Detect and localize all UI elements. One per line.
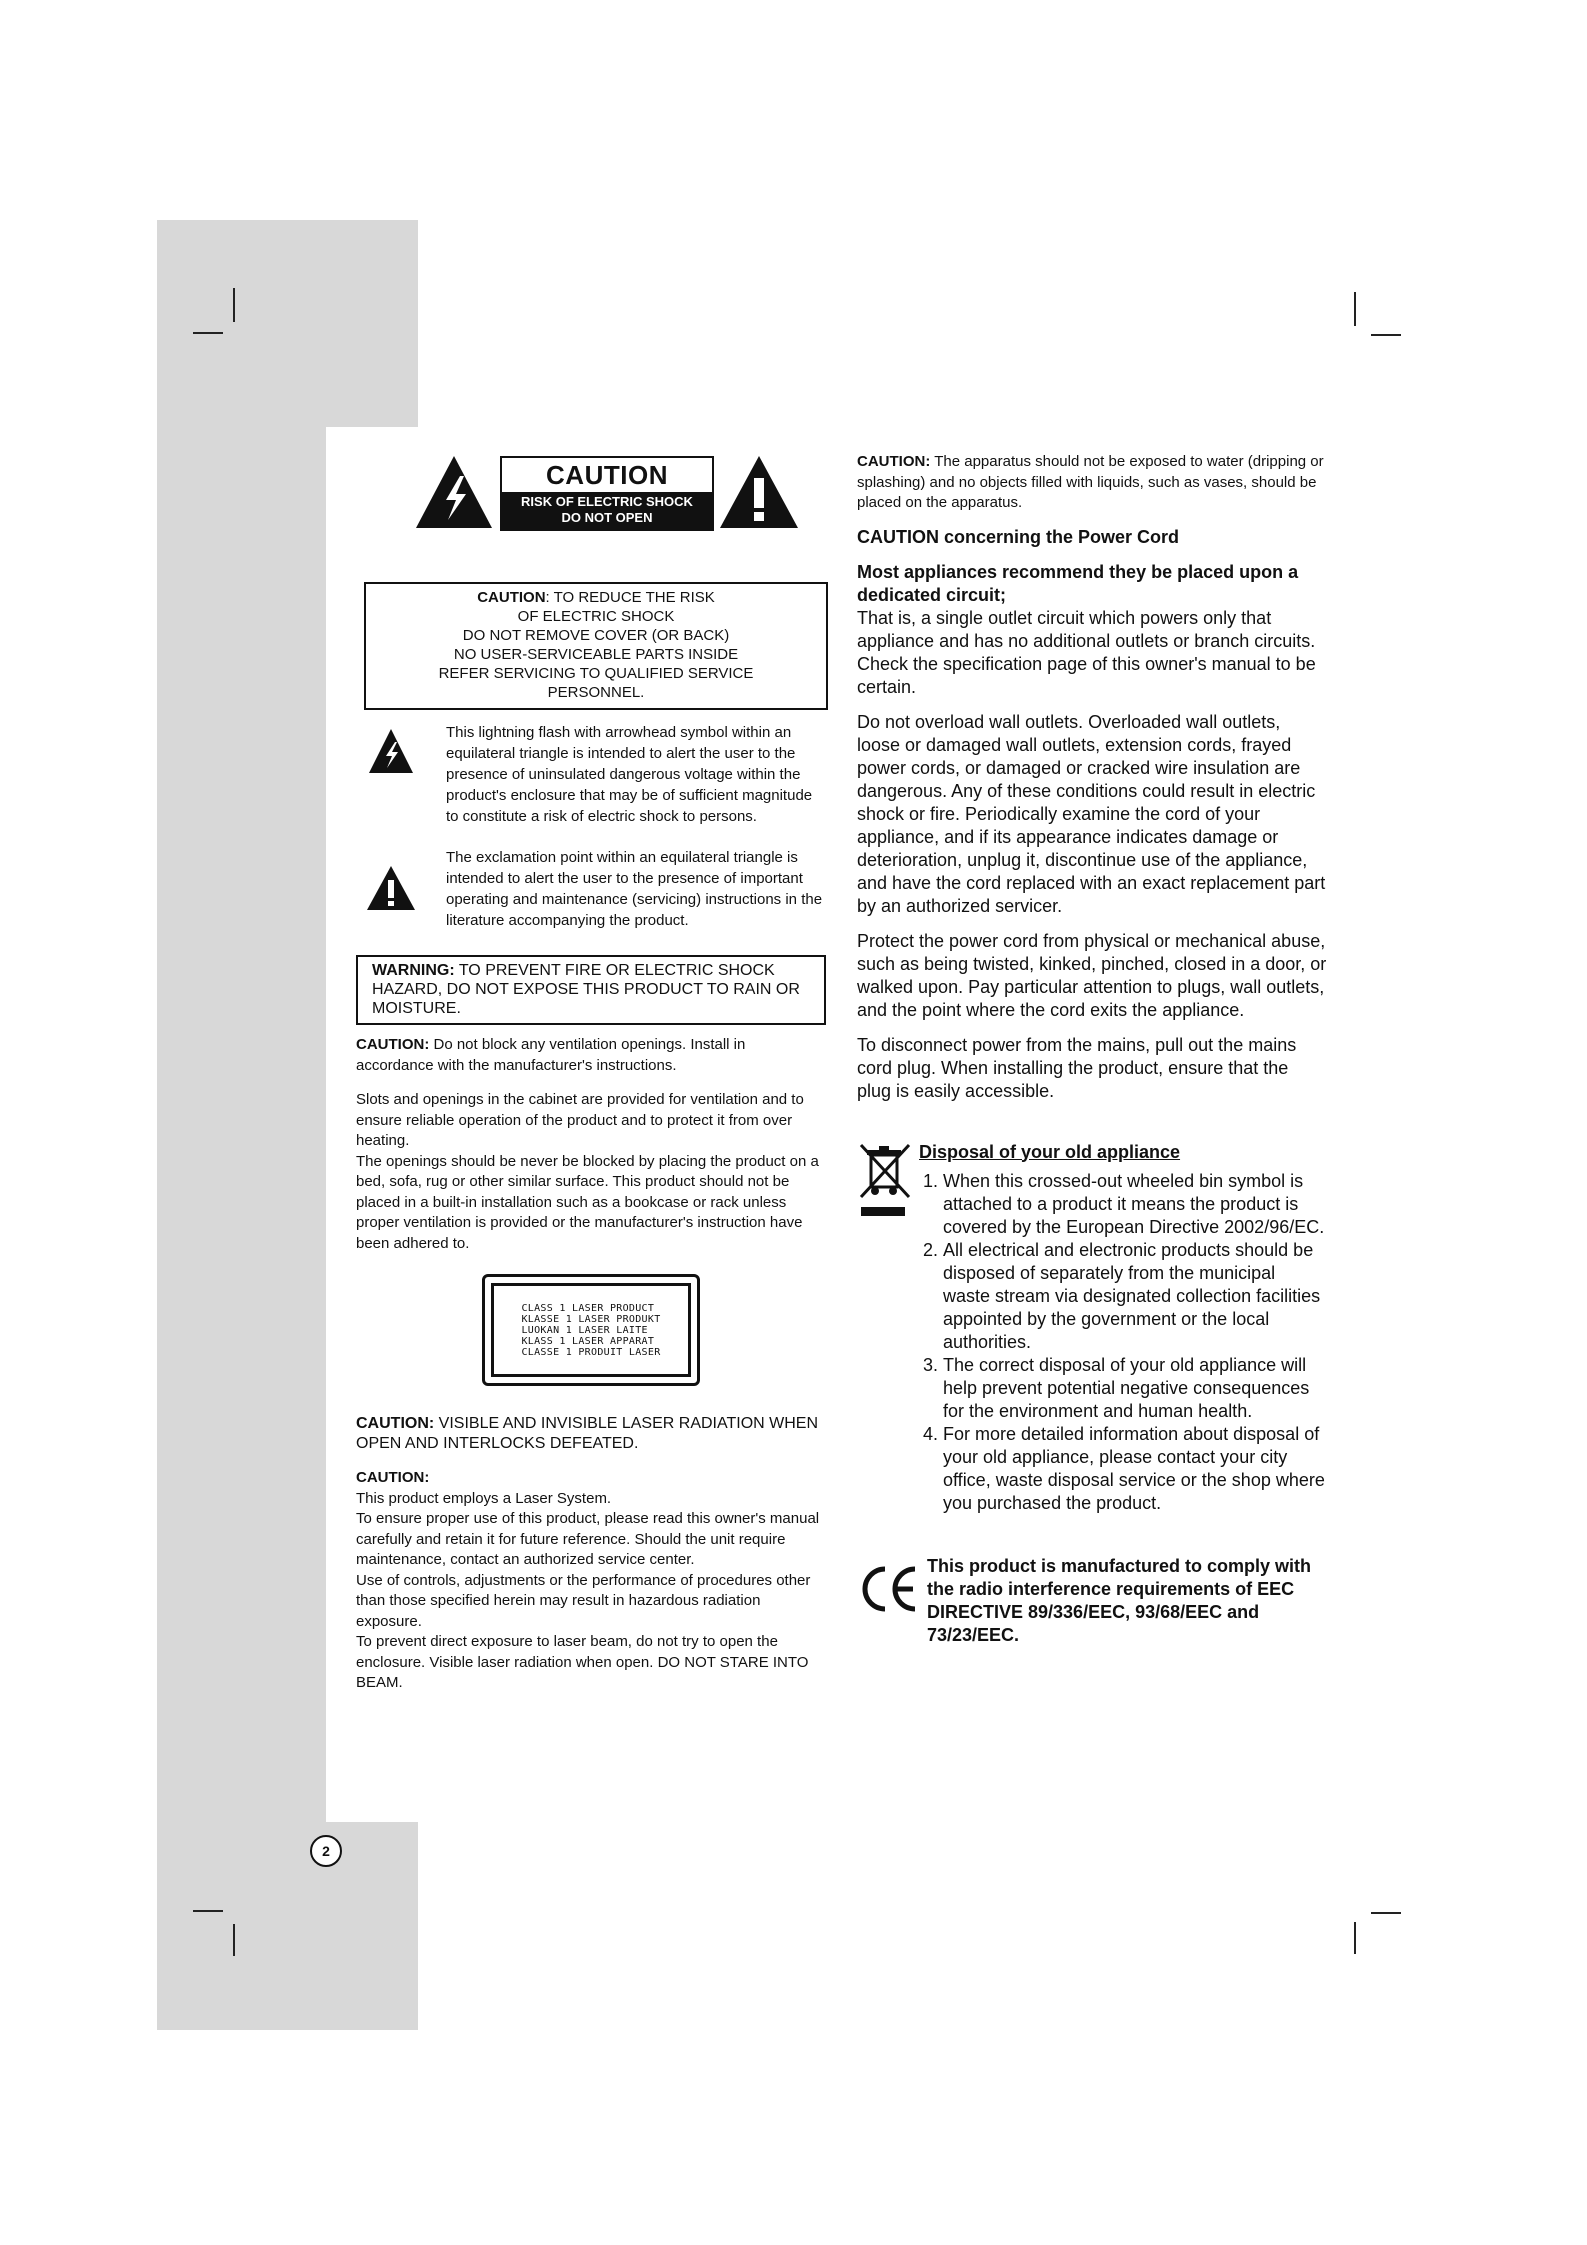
shock-line: PERSONNEL. bbox=[547, 684, 645, 701]
disposal-list-item: 1. When this crossed-out wheeled bin symbol is attached to a product it means the product is covered by the European Directive 2002/96/EC. bbox=[943, 1170, 1327, 1239]
crop-mark bbox=[1354, 292, 1356, 326]
crop-mark bbox=[1354, 1922, 1356, 1954]
laser-system-paragraph: This product employs a Laser System. bbox=[356, 1489, 612, 1507]
crossed-bin-icon bbox=[857, 1141, 913, 1221]
disposal-title: Disposal of your old appliance bbox=[919, 1141, 1181, 1162]
lightning-symbol-explanation bbox=[356, 722, 826, 827]
exclamation-triangle-icon bbox=[366, 865, 416, 911]
warning-lead: WARNING: bbox=[372, 962, 455, 979]
crop-mark bbox=[1371, 1912, 1401, 1914]
shock-line: OF ELECTRIC SHOCK bbox=[517, 608, 675, 625]
laser-product-label bbox=[482, 1274, 700, 1386]
ce-mark-icon bbox=[857, 1563, 921, 1615]
caution-lead: CAUTION: bbox=[857, 453, 931, 470]
protect-cord-paragraph: Protect the power cord from physical or mechanical abuse, such as being twisted, kinked, pinched, closed in a door, or walked upon. Pay particular attention to plugs, wall outlets, and the point where the cord exits the appliance. bbox=[857, 930, 1327, 1020]
laser-label-line: CLASS 1 LASER PRODUCT bbox=[521, 1302, 655, 1314]
caution-sub-line: DO NOT OPEN bbox=[561, 510, 653, 525]
ventilation-caution bbox=[356, 1035, 826, 1076]
shock-line: : TO REDUCE THE RISK bbox=[545, 589, 715, 606]
crop-mark bbox=[1371, 334, 1401, 336]
warning-text: TO PREVENT FIRE OR ELECTRIC SHOCK HAZARD, DO NOT EXPOSE THIS PRODUCT TO RAIN OR MOISTURE. bbox=[372, 962, 800, 1017]
shock-line: NO USER-SERVICEABLE PARTS INSIDE bbox=[453, 646, 739, 663]
lightning-triangle-icon bbox=[368, 728, 414, 774]
slots-paragraph: Slots and openings in the cabinet are provided for ventilation and to ensure reliable operation of the product and to protect it from over heating. bbox=[356, 1091, 804, 1149]
caution-lead: CAUTION: bbox=[356, 1469, 430, 1486]
ce-compliance-text: This product is manufactured to comply with the radio interference requirements of EEC DIRECTIVE 89/336/EEC, 93/68/EEC and 73/23/EEC. bbox=[927, 1555, 1312, 1645]
exclamation-description: The exclamation point within an equilateral triangle is intended to alert the user to the presence of important operating and maintenance (servicing) instructions in the literature accompanying the product. bbox=[446, 849, 823, 929]
right-column bbox=[857, 452, 1327, 1647]
laser-label-line: KLASSE 1 LASER PRODUKT bbox=[521, 1313, 661, 1325]
lightning-description: This lightning flash with arrowhead symbol within an equilateral triangle is intended to alert the user to the presence of uninsulated dangerous voltage within the product's enclosure that may be of sufficient magnitude to constitute a risk of electric shock to persons. bbox=[446, 724, 813, 825]
lightning-warning-icon bbox=[414, 454, 494, 530]
openings-paragraph: The openings should be never be blocked by placing the product on a bed, sofa, rug or other similar surface. This product should not be placed in a built-in installation such as a bookcase or rack unless proper ventilation is provided or the manufacturer's instruction have been adhered to. bbox=[356, 1152, 819, 1252]
disposal-section bbox=[857, 1141, 1327, 1515]
left-column bbox=[356, 448, 826, 1694]
ventilation-text: Do not block any ventilation openings. Install in accordance with the manufacturer's instructions. bbox=[356, 1036, 746, 1074]
dedicated-circuit-text: That is, a single outlet circuit which powers only that appliance and has no additional outlets or branch circuits. Check the specification page of this owner's manual to be certain. bbox=[857, 607, 1316, 697]
laser-system-caution bbox=[356, 1468, 826, 1694]
shock-caution-box bbox=[364, 582, 828, 710]
caution-subtitle bbox=[502, 492, 712, 529]
crop-mark bbox=[193, 1910, 223, 1912]
disposal-list-item: 4. For more detailed information about disposal of your old appliance, please contact your city office, waste disposal service or the shop where you purchased the product. bbox=[943, 1423, 1327, 1515]
dedicated-circuit-heading: Most appliances recommend they be placed upon a dedicated circuit; bbox=[857, 561, 1299, 605]
water-text: The apparatus should not be exposed to water (dripping or splashing) and no objects filled with liquids, such as vases, should be placed on the apparatus. bbox=[857, 453, 1324, 511]
caution-sub-line: RISK OF ELECTRIC SHOCK bbox=[521, 494, 693, 509]
caution-header bbox=[414, 448, 826, 544]
laser-radiation-caution bbox=[356, 1414, 826, 1454]
ce-compliance bbox=[857, 1555, 1327, 1647]
laser-system-paragraph: To ensure proper use of this product, please read this owner's manual carefully and retain it for future reference. Should the unit require maintenance, contact an authorized service center. bbox=[356, 1510, 820, 1568]
shock-line: REFER SERVICING TO QUALIFIED SERVICE bbox=[438, 665, 754, 682]
crop-mark bbox=[233, 288, 235, 322]
laser-system-paragraph: Use of controls, adjustments or the performance of procedures other than those specified herein may result in hazardous radiation exposure. bbox=[356, 1571, 811, 1630]
laser-system-paragraph: To prevent direct exposure to laser beam, do not try to open the enclosure. Visible laser radiation when open. DO NOT STARE INTO BEAM. bbox=[356, 1633, 809, 1691]
laser-label-line: CLASSE 1 PRODUIT LASER bbox=[521, 1346, 661, 1358]
crop-mark bbox=[233, 1924, 235, 1956]
caution-lead: CAUTION: bbox=[356, 1415, 435, 1432]
shock-line: DO NOT REMOVE COVER (OR BACK) bbox=[462, 627, 730, 644]
overload-paragraph: Do not overload wall outlets. Overloaded wall outlets, loose or damaged wall outlets, extension cords, frayed power cords, or damaged or cracked wire insulation are dangerous. Any of these conditions could result in electric shock or fire. Periodically examine the cord of your appliance, and if its appearance indicates damage or deterioration, unplug it, discontinue use of the appliance, and have the cord replaced with an exact replacement part by an authorized servicer. bbox=[857, 711, 1326, 916]
caution-title: CAUTION bbox=[546, 460, 668, 490]
exclamation-symbol-explanation bbox=[356, 847, 826, 931]
warning-box bbox=[356, 955, 826, 1025]
disposal-list bbox=[919, 1170, 1327, 1515]
laser-radiation-text: VISIBLE AND INVISIBLE LASER RADIATION WHEN OPEN AND INTERLOCKS DEFEATED. bbox=[356, 1415, 819, 1452]
caution-lead: CAUTION bbox=[477, 589, 546, 606]
disposal-list-item: 2. All electrical and electronic products should be disposed of separately from the municipal waste stream via designated collection facilities appointed by the government or the local authorities. bbox=[943, 1239, 1327, 1354]
laser-label-line: LUOKAN 1 LASER LAITE bbox=[521, 1324, 648, 1336]
disposal-list-item: 3. The correct disposal of your old appliance will help prevent potential negative consequences for the environment and human health. bbox=[943, 1354, 1327, 1423]
power-cord-heading: CAUTION concerning the Power Cord bbox=[857, 526, 1180, 547]
laser-label-line: KLASS 1 LASER APPARAT bbox=[521, 1335, 655, 1347]
crop-mark bbox=[193, 332, 223, 334]
caution-label bbox=[500, 456, 714, 531]
page-number: 2 bbox=[310, 1835, 342, 1867]
exclamation-warning-icon bbox=[718, 454, 800, 530]
disconnect-paragraph: To disconnect power from the mains, pull out the mains cord plug. When installing the product, ensure that the plug is easily accessible. bbox=[857, 1034, 1297, 1101]
water-caution bbox=[857, 452, 1327, 514]
caution-lead: CAUTION: bbox=[356, 1036, 430, 1053]
